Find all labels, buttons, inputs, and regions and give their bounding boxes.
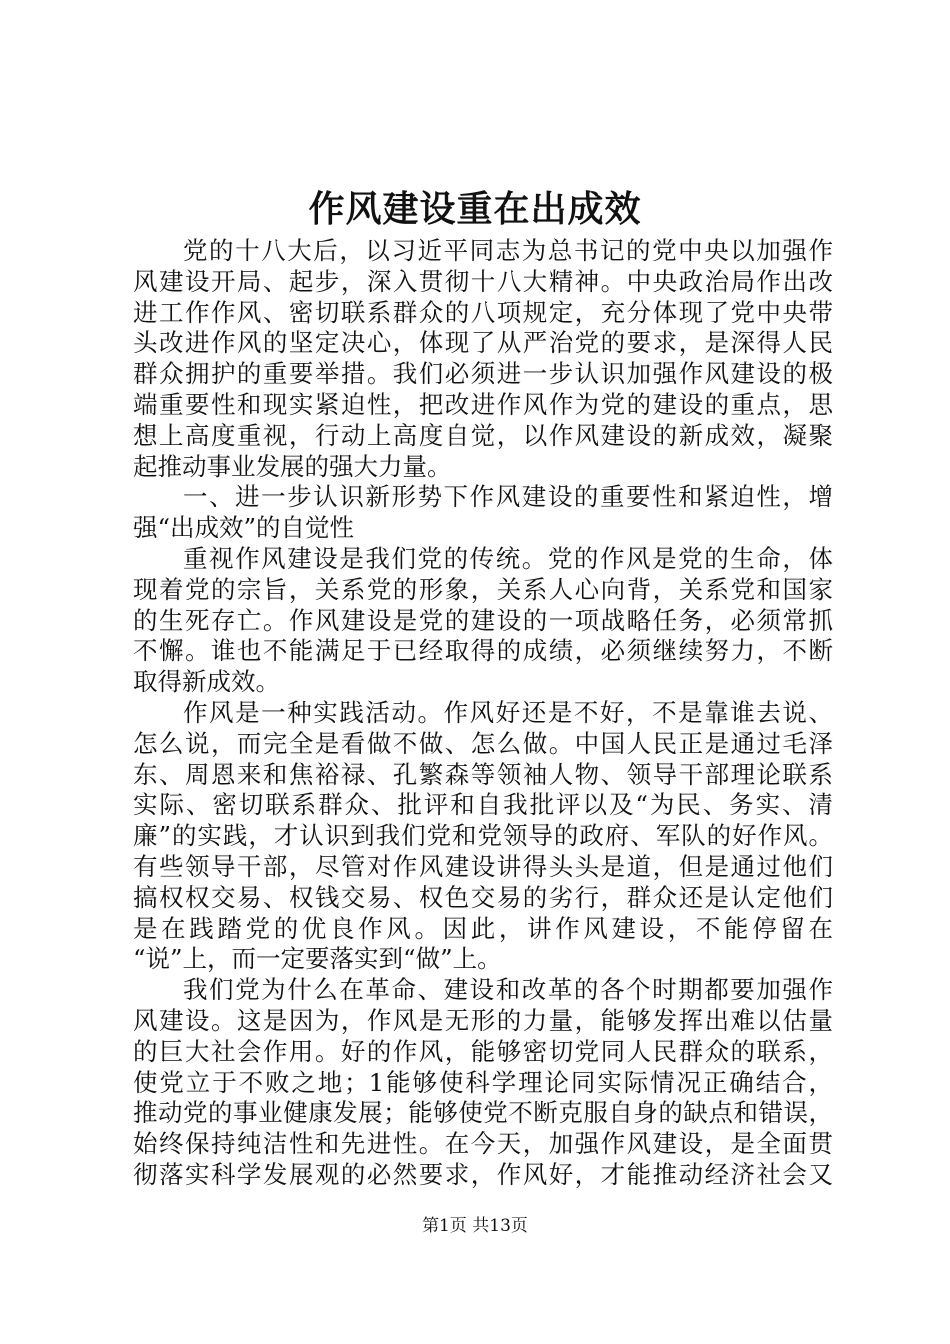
body-text-line: 有些领导干部，尽管对作风建设讲得头头是道，但是通过他们 <box>133 851 833 881</box>
body-text-line: 不懈。谁也不能满足于已经取得的成绩，必须继续努力，不断 <box>133 636 833 666</box>
body-text-line: 始终保持纯洁性和先进性。在今天，加强作风建设，是全面贯 <box>133 1129 833 1159</box>
body-text-line: 怎么说，而完全是看做不做、怎么做。中国人民正是通过毛泽 <box>133 728 833 758</box>
document-title: 作风建设重在出成效 <box>308 188 642 230</box>
body-text-line: 东、周恩来和焦裕禄、孔繁森等领袖人物、领导干部理论联系 <box>133 759 833 789</box>
body-text-line: 头改进作风的坚定决心，体现了从严治党的要求，是深得人民 <box>133 328 833 358</box>
body-text-line: 一、进一步认识新形势下作风建设的重要性和紧迫性，增 <box>183 482 833 512</box>
body-text-line: 彻落实科学发展观的必然要求，作风好，才能推动经济社会又 <box>133 1159 833 1189</box>
page-number-footer: 第1页 共13页 <box>422 1216 528 1236</box>
body-text-line: 风建设开局、起步，深入贯彻十八大精神。中央政治局作出改 <box>133 266 833 296</box>
body-text-line: 搞权权交易、权钱交易、权色交易的劣行，群众还是认定他们 <box>133 882 833 912</box>
body-text-line: 作风是一种实践活动。作风好还是不好，不是靠谁去说、 <box>183 697 833 727</box>
body-text-line: 的巨大社会作用。好的作风，能够密切党同人民群众的联系， <box>133 1036 833 1066</box>
body-text-line: 重视作风建设是我们党的传统。党的作风是党的生命，体 <box>183 543 833 573</box>
body-text-line: 实际、密切联系群众、批评和自我批评以及“为民、务实、清 <box>133 790 833 820</box>
body-text-line: 使党立于不败之地；1能够使科学理论同实际情况正确结合， <box>133 1067 833 1097</box>
body-text-line: 现着党的宗旨，关系党的形象，关系人心向背，关系党和国家 <box>133 574 833 604</box>
body-text-line: 是在践踏党的优良作风。因此，讲作风建设，不能停留在 <box>133 913 833 943</box>
body-text-line: 群众拥护的重要举措。我们必须进一步认识加强作风建设的极 <box>133 359 833 389</box>
body-text-line: 风建设。这是因为，作风是无形的力量，能够发挥出难以估量 <box>133 1005 833 1035</box>
body-text-line: 强“出成效”的自觉性 <box>133 513 355 543</box>
body-text-line: 的生死存亡。作风建设是党的建设的一项战略任务，必须常抓 <box>133 605 833 635</box>
body-text-line: 端重要性和现实紧迫性，把改进作风作为党的建设的重点，思 <box>133 389 833 419</box>
body-text-line: 推动党的事业健康发展；能够使党不断克服自身的缺点和错误， <box>133 1098 833 1128</box>
body-text-line: 进工作作风、密切联系群众的八项规定，充分体现了党中央带 <box>133 297 833 327</box>
body-text-line: 我们党为什么在革命、建设和改革的各个时期都要加强作 <box>183 975 833 1005</box>
body-text-line: 起推动事业发展的强大力量。 <box>133 451 452 481</box>
body-text-line: 党的十八大后，以习近平同志为总书记的党中央以加强作 <box>183 236 833 265</box>
body-text-line: 廉”的实践，才认识到我们党和党领导的政府、军队的好作风。 <box>133 821 833 851</box>
body-text-line: “说”上，而一定要落实到“做”上。 <box>133 944 502 974</box>
body-text-line: 想上高度重视，行动上高度自觉，以作风建设的新成效，凝聚 <box>133 420 833 450</box>
document-body <box>133 236 833 1191</box>
body-text-line: 取得新成效。 <box>133 667 280 697</box>
